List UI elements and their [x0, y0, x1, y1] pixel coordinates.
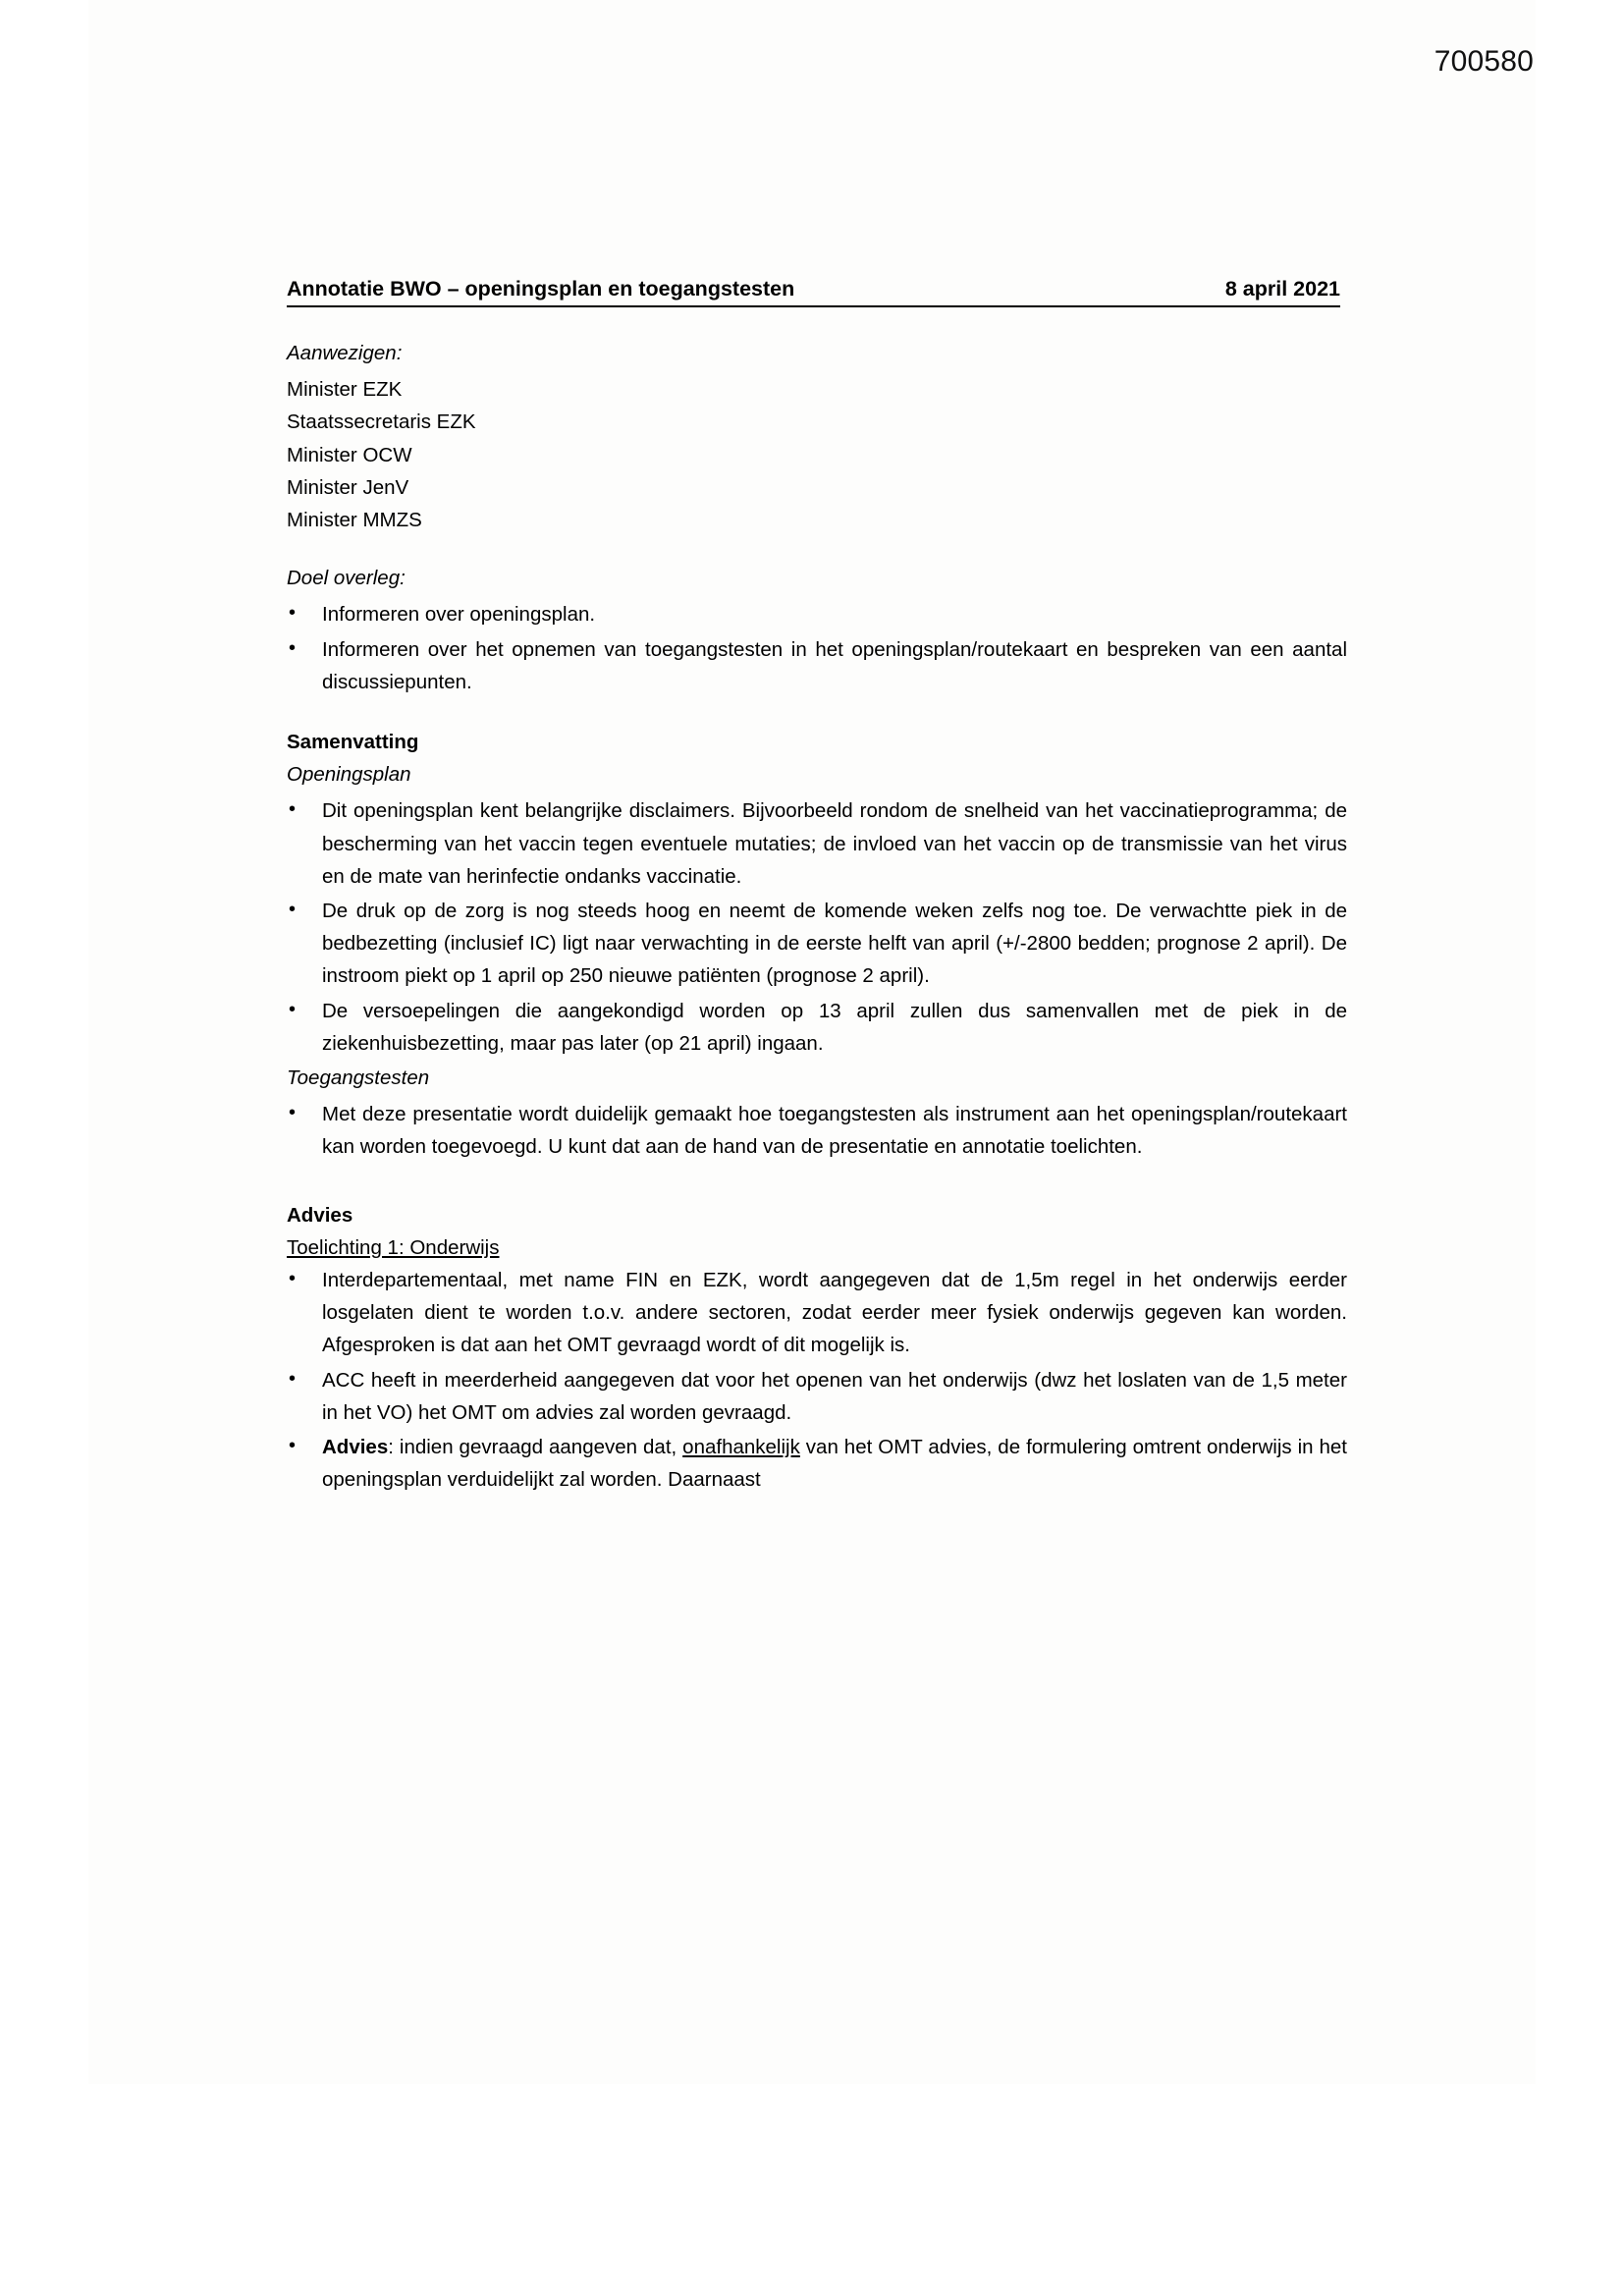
attendee-item: Minister EZK — [287, 378, 403, 402]
attendee-item: Minister JenV — [287, 475, 409, 499]
advies-bullet: • ACC heeft in meerderheid aangegeven dat voor het openen van het onderwijs (dwz het loslaten van de 1,5 meter in het VO) het OMT om advies zal worden gevraagd. — [287, 1364, 1347, 1429]
openingsplan-bullet: • Dit openingsplan kent belangrijke disclaimers. Bijvoorbeeld rondom de snelheid van het vaccinatieprogramma; de bescherming van het vaccin tegen eventuele mutaties; de invloed van het vaccin op de transmissie van het virus en de mate van herinfectie ondanks vaccinatie. — [287, 794, 1347, 893]
openingsplan-bullet-list — [287, 794, 1347, 1060]
summary-subheading-openingsplan: Openingsplan — [287, 763, 411, 787]
document-number: 700580 — [1434, 45, 1534, 78]
page-title: Annotatie BWO – openingsplan en toegangstesten — [287, 277, 795, 301]
attendees-section — [287, 337, 1347, 536]
advies-subheading-wrapper — [287, 1231, 1347, 1264]
toegangstesten-bullet-list — [287, 1098, 1347, 1163]
advies-bullet-lead: Advies — [322, 1436, 389, 1459]
attendee-item: Minister OCW — [287, 443, 412, 466]
attendee-item: Minister MMZS — [287, 509, 422, 532]
advies-section — [287, 1199, 1347, 1497]
document-date: 8 april 2021 — [1224, 277, 1340, 301]
summary-subheading-toegangstesten: Toegangstesten — [287, 1066, 430, 1090]
purpose-label: Doel overleg: — [287, 567, 406, 590]
summary-section — [287, 726, 1347, 1164]
advies-bullet-part-2: van het OMT advies, de formulering omtrent onderwijs in het openingsplan verduidelijkt zal worden. Daarnaast — [322, 1436, 1347, 1492]
advies-heading: Advies — [287, 1203, 353, 1227]
openingsplan-bullet: • De versoepelingen die aangekondigd worden op 13 april zullen dus samenvallen met de piek in de ziekenhuisbezetting, maar pas later (op 21 april) ingaan. — [287, 995, 1347, 1060]
toegangstesten-bullet: • Met deze presentatie wordt duidelijk gemaakt hoe toegangstesten als instrument aan het openingsplan/routekaart kan worden toegevoegd. U kunt dat aan de hand van de presentatie en annotatie toelichten. — [287, 1098, 1347, 1163]
advies-subheading: Toelichting 1: Onderwijs — [287, 1235, 500, 1259]
document-title-row — [287, 277, 1340, 307]
advies-bullet: • Interdepartementaal, met name FIN en EZK, wordt aangegeven dat de 1,5m regel in het onderwijs eerder losgelaten dient te worden t.o.v. andere sectoren, zodat eerder meer fysiek onderwijs gegeven kan worden. Afgesproken is dat aan het OMT gevraagd wordt of dit mogelijk is. — [287, 1264, 1347, 1362]
attendee-item: Staatssecretaris EZK — [287, 410, 476, 434]
advies-bullet-underlined: onafhankelijk — [682, 1436, 800, 1459]
advies-bullet-part-1: : indien gevraagd aangeven dat, — [388, 1436, 683, 1459]
purpose-bullet-list — [287, 598, 1347, 698]
advies-bullet-list — [287, 1264, 1347, 1496]
purpose-bullet: • Informeren over het opnemen van toegangstesten in het openingsplan/routekaart en bespreken van een aantal discussiepunten. — [287, 633, 1347, 698]
document-body — [287, 277, 1347, 1499]
purpose-section — [287, 562, 1347, 698]
purpose-bullet: • Informeren over openingsplan. — [287, 598, 1347, 630]
advies-bullet-advies — [287, 1431, 1347, 1496]
summary-heading: Samenvatting — [287, 731, 419, 754]
attendees-label: Aanwezigen: — [287, 342, 403, 364]
openingsplan-bullet: • De druk op de zorg is nog steeds hoog en neemt de komende weken zelfs nog toe. De verwachtte piek in de bedbezetting (inclusief IC) ligt naar verwachting in de eerste helft van april (+/-2800 bedden; prognose 2 april). De instroom piekt op 1 april op 250 nieuwe patiënten (prognose 2 april). — [287, 895, 1347, 993]
